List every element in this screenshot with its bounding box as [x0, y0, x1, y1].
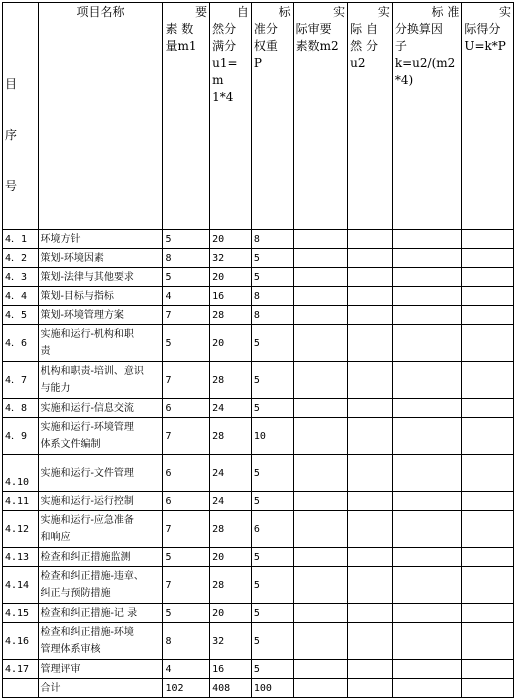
row-name-line: 实施和运行-文件管理: [40, 467, 134, 479]
row-u2-blank: [348, 249, 393, 268]
row-p: 5: [251, 362, 293, 399]
row-k-blank: [392, 567, 461, 604]
row-id: 4．8: [3, 399, 39, 418]
total-u2-blank: [348, 679, 393, 698]
row-id: 4.12: [3, 511, 39, 548]
row-m2-blank: [293, 492, 348, 511]
row-name-line: 纠正与预防措施: [40, 588, 111, 599]
row-id: 4.14: [3, 567, 39, 604]
row-m1: 5: [163, 268, 210, 287]
row-u2-blank: [348, 548, 393, 567]
row-u-blank: [462, 249, 514, 268]
header-name: [38, 3, 163, 230]
row-u-blank: [462, 548, 514, 567]
row-name-line: 检查和纠正措施-违章、: [40, 571, 144, 582]
row-name: [38, 306, 163, 325]
row-m2-blank: [293, 362, 348, 399]
row-u1: 20: [210, 268, 252, 287]
row-m1: 6: [163, 399, 210, 418]
row-u1: 32: [210, 249, 252, 268]
row-m1: 7: [163, 567, 210, 604]
row-u-blank: [462, 230, 514, 249]
header-id-line: 序: [5, 128, 18, 142]
table-row: [3, 548, 514, 567]
row-u2-blank: [348, 567, 393, 604]
row-name-line: 策划-目标与指标: [40, 290, 114, 302]
row-name-line: 和响应: [40, 532, 71, 543]
table-row: [3, 362, 514, 399]
row-id: 4．5: [3, 306, 39, 325]
table-row: [3, 418, 514, 455]
row-m2-blank: [293, 230, 348, 249]
row-k-blank: [392, 604, 461, 623]
row-m1: 4: [163, 660, 210, 679]
row-name-line: 实施和运行-信息交流: [40, 402, 134, 414]
header-name-text: 项目名称: [76, 5, 125, 19]
row-u1: 28: [210, 511, 252, 548]
row-u1: 16: [210, 660, 252, 679]
row-k-blank: [392, 287, 461, 306]
row-m2-blank: [293, 418, 348, 455]
row-u2-blank: [348, 287, 393, 306]
row-p: 6: [251, 511, 293, 548]
row-m1: 4: [163, 287, 210, 306]
row-p: 5: [251, 567, 293, 604]
row-p: 5: [251, 548, 293, 567]
row-u1: 28: [210, 306, 252, 325]
row-name: [38, 399, 163, 418]
row-name-line: 责: [40, 346, 51, 357]
row-name-line: 与能力: [40, 383, 71, 394]
row-name-line: 策划-法律与其他要求: [40, 271, 134, 283]
row-u1: 24: [210, 399, 252, 418]
row-id: 4.11: [3, 492, 39, 511]
row-name-line: 策划-环境管理方案: [40, 309, 124, 321]
row-u-blank: [462, 623, 514, 660]
row-u-blank: [462, 492, 514, 511]
row-m1: 5: [163, 548, 210, 567]
table-row: [3, 399, 514, 418]
row-id: 4.13: [3, 548, 39, 567]
row-k-blank: [392, 623, 461, 660]
row-m2-blank: [293, 268, 348, 287]
row-k-blank: [392, 399, 461, 418]
row-name: [38, 268, 163, 287]
row-k-blank: [392, 362, 461, 399]
row-name-line: 实施和运行-环境管理: [40, 422, 134, 433]
row-u2-blank: [348, 268, 393, 287]
row-u2-blank: [348, 511, 393, 548]
row-u-blank: [462, 660, 514, 679]
row-u2-blank: [348, 399, 393, 418]
total-m2-blank: [293, 679, 348, 698]
row-name-line: 体系文件编制: [40, 439, 101, 450]
header-u: 实 际得分 U=k*P: [462, 3, 514, 230]
table-row: [3, 455, 514, 492]
row-name: [38, 567, 163, 604]
row-m1: 5: [163, 230, 210, 249]
row-u2-blank: [348, 362, 393, 399]
total-k-blank: [392, 679, 461, 698]
row-k-blank: [392, 306, 461, 325]
row-id: 4．6: [3, 325, 39, 362]
row-u-blank: [462, 455, 514, 492]
row-id: 4.16: [3, 623, 39, 660]
row-m2-blank: [293, 399, 348, 418]
row-p: 8: [251, 287, 293, 306]
row-name-line: 检查和纠正措施监测: [40, 551, 131, 563]
table-row: [3, 325, 514, 362]
header-id-line: 目: [5, 77, 18, 91]
row-m2-blank: [293, 567, 348, 604]
header-u2: 实 际 自 然 分 u2: [348, 3, 393, 230]
row-k-blank: [392, 418, 461, 455]
total-id-blank: [3, 679, 39, 698]
row-m1: 6: [163, 492, 210, 511]
row-name-line: 管理体系审核: [40, 644, 101, 655]
row-u1: 32: [210, 623, 252, 660]
row-k-blank: [392, 660, 461, 679]
header-id: [3, 3, 39, 230]
total-u-blank: [462, 679, 514, 698]
header-row: [3, 3, 514, 230]
row-u2-blank: [348, 306, 393, 325]
row-name: [38, 230, 163, 249]
row-name: [38, 623, 163, 660]
row-u-blank: [462, 511, 514, 548]
row-m2-blank: [293, 511, 348, 548]
row-u1: 20: [210, 548, 252, 567]
row-m1: 7: [163, 511, 210, 548]
row-u2-blank: [348, 325, 393, 362]
row-m2-blank: [293, 325, 348, 362]
row-m2-blank: [293, 548, 348, 567]
row-name: [38, 249, 163, 268]
row-k-blank: [392, 325, 461, 362]
row-u-blank: [462, 362, 514, 399]
row-id: 4．2: [3, 249, 39, 268]
row-u-blank: [462, 604, 514, 623]
row-u-blank: [462, 399, 514, 418]
header-m1: 要 素 数 量m1: [163, 3, 210, 230]
row-u1: 28: [210, 418, 252, 455]
row-p: 5: [251, 249, 293, 268]
row-m1: 5: [163, 325, 210, 362]
row-u1: 28: [210, 567, 252, 604]
row-k-blank: [392, 230, 461, 249]
row-u-blank: [462, 567, 514, 604]
row-u-blank: [462, 306, 514, 325]
row-m1: 7: [163, 306, 210, 325]
row-id: 4．4: [3, 287, 39, 306]
row-name: [38, 660, 163, 679]
table-row: [3, 287, 514, 306]
header-p: 标 准分 权重 P: [251, 3, 293, 230]
row-u1: 20: [210, 230, 252, 249]
row-name-line: 环境方针: [40, 233, 81, 245]
row-m2-blank: [293, 660, 348, 679]
total-m1: 102: [163, 679, 210, 698]
row-name-line: 实施和运行-应急准备: [40, 515, 134, 526]
row-name-line: 检查和纠正措施-环境: [40, 627, 134, 638]
row-u2-blank: [348, 230, 393, 249]
row-m1: 7: [163, 362, 210, 399]
row-id: 4.10: [3, 455, 39, 492]
row-p: 5: [251, 399, 293, 418]
row-u1: 16: [210, 287, 252, 306]
row-id: 4.15: [3, 604, 39, 623]
row-p: 5: [251, 623, 293, 660]
row-id: 4．7: [3, 362, 39, 399]
table-row: [3, 660, 514, 679]
table-row: [3, 230, 514, 249]
row-m2-blank: [293, 287, 348, 306]
row-id: 4．3: [3, 268, 39, 287]
row-k-blank: [392, 249, 461, 268]
row-u-blank: [462, 287, 514, 306]
row-p: 5: [251, 455, 293, 492]
row-p: 10: [251, 418, 293, 455]
row-u-blank: [462, 325, 514, 362]
row-p: 8: [251, 230, 293, 249]
row-u2-blank: [348, 492, 393, 511]
total-u1: 408: [210, 679, 252, 698]
row-m2-blank: [293, 455, 348, 492]
total-name: 合计: [38, 679, 163, 698]
row-u1: 20: [210, 604, 252, 623]
row-p: 5: [251, 268, 293, 287]
row-name: [38, 455, 163, 492]
row-id: 4.17: [3, 660, 39, 679]
total-row: [3, 679, 514, 698]
row-k-blank: [392, 511, 461, 548]
row-m2-blank: [293, 249, 348, 268]
row-p: 5: [251, 325, 293, 362]
row-name: [38, 548, 163, 567]
table-row: [3, 623, 514, 660]
row-u1: 24: [210, 492, 252, 511]
header-id-line: 号: [5, 179, 18, 193]
row-u2-blank: [348, 455, 393, 492]
row-m2-blank: [293, 623, 348, 660]
table-row: [3, 306, 514, 325]
row-u1: 28: [210, 362, 252, 399]
row-name: [38, 418, 163, 455]
table-row: [3, 268, 514, 287]
row-name-line: 检查和纠正措施-记 录: [40, 607, 138, 619]
row-u2-blank: [348, 418, 393, 455]
row-name: [38, 604, 163, 623]
row-u-blank: [462, 418, 514, 455]
row-m1: 5: [163, 604, 210, 623]
table-row: [3, 249, 514, 268]
row-k-blank: [392, 492, 461, 511]
header-k: 标 准 分换算因 子 k=u2/(m2 *4): [392, 3, 461, 230]
row-name-line: 策划-环境因素: [40, 252, 104, 264]
row-name: [38, 325, 163, 362]
row-u2-blank: [348, 604, 393, 623]
scoring-table: [2, 2, 514, 698]
row-p: 5: [251, 492, 293, 511]
row-name: [38, 511, 163, 548]
row-m1: 8: [163, 623, 210, 660]
row-id: 4．1: [3, 230, 39, 249]
row-name-line: 实施和运行-运行控制: [40, 495, 134, 507]
row-k-blank: [392, 548, 461, 567]
row-m2-blank: [293, 604, 348, 623]
row-u2-blank: [348, 660, 393, 679]
total-p: 100: [251, 679, 293, 698]
row-u-blank: [462, 268, 514, 287]
row-id: 4．9: [3, 418, 39, 455]
row-p: 8: [251, 306, 293, 325]
row-u1: 20: [210, 325, 252, 362]
row-p: 5: [251, 604, 293, 623]
row-u1: 24: [210, 455, 252, 492]
header-u1: 自 然分 满分 u1=m 1*4: [210, 3, 252, 230]
row-name: [38, 492, 163, 511]
row-m1: 7: [163, 418, 210, 455]
row-m1: 8: [163, 249, 210, 268]
row-u2-blank: [348, 623, 393, 660]
row-name-line: 机构和职责-培训、意识: [40, 366, 144, 377]
row-k-blank: [392, 268, 461, 287]
row-p: 5: [251, 660, 293, 679]
row-name-line: 管理评审: [40, 663, 81, 675]
row-name: [38, 362, 163, 399]
row-name-line: 实施和运行-机构和职: [40, 329, 134, 340]
row-k-blank: [392, 455, 461, 492]
table-row: [3, 511, 514, 548]
header-m2: 实 际审要 素数m2: [293, 3, 348, 230]
table-row: [3, 492, 514, 511]
table-row: [3, 604, 514, 623]
table-row: [3, 567, 514, 604]
row-m2-blank: [293, 306, 348, 325]
row-name: [38, 287, 163, 306]
row-m1: 6: [163, 455, 210, 492]
